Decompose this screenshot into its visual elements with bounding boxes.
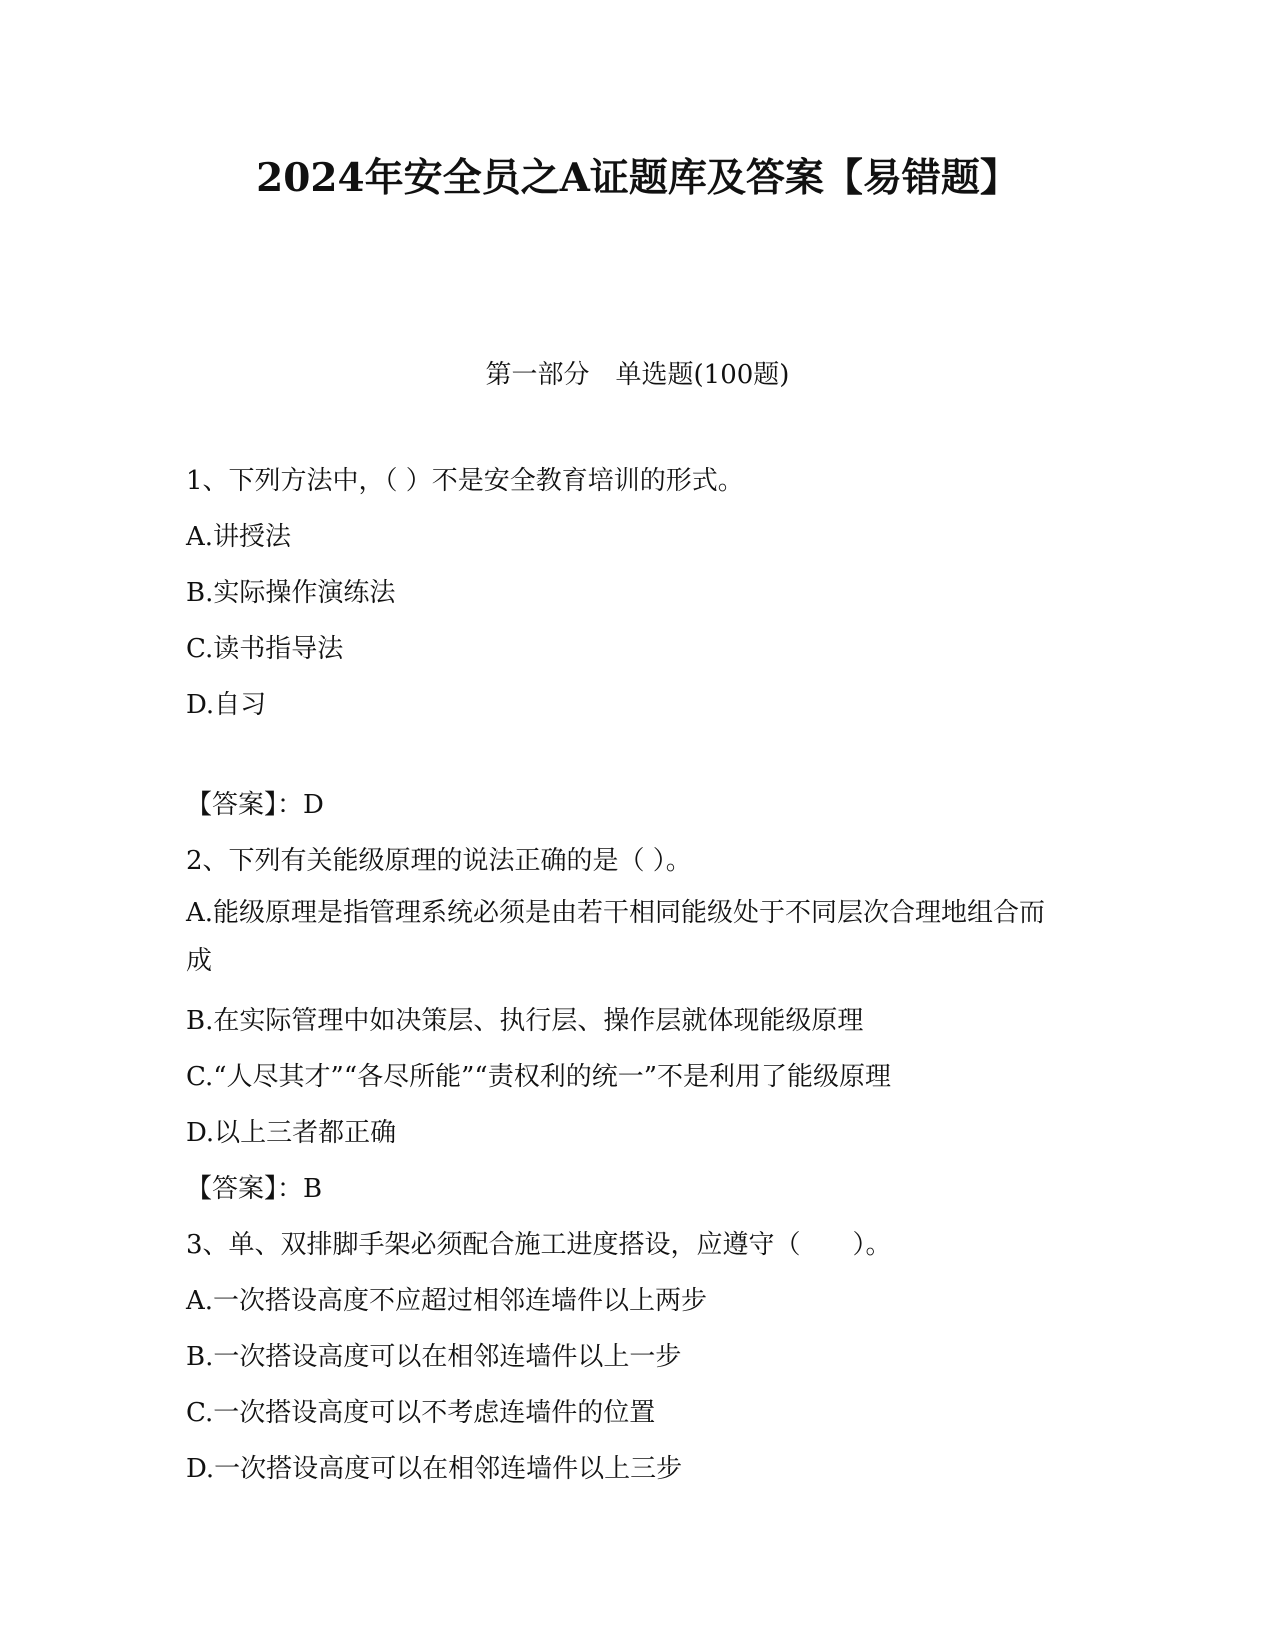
option-c: C.一次搭设高度可以不考虑连墙件的位置 xyxy=(186,1398,656,1428)
option-b: B.实际操作演练法 xyxy=(186,578,396,608)
answer-label: 【答案】：B xyxy=(186,1174,323,1204)
option-d: D.一次搭设高度可以在相邻连墙件以上三步 xyxy=(186,1454,683,1484)
option-a: A.能级原理是指管理系统必须是由若干相同能级处于不同层次合理地组合而成 xyxy=(186,898,1046,976)
question-list xyxy=(186,453,1086,1497)
section-title: 第一部分 单选题(100题) xyxy=(485,360,790,390)
option-c: C.读书指导法 xyxy=(186,634,344,664)
question-stem: 1、下列方法中，（ ）不是安全教育培训的形式。 xyxy=(186,466,744,496)
option-d: D.以上三者都正确 xyxy=(186,1118,397,1148)
question-2 xyxy=(186,833,1086,1217)
spacer xyxy=(186,733,1086,777)
option-a: A.一次搭设高度不应超过相邻连墙件以上两步 xyxy=(186,1286,708,1316)
question-3 xyxy=(186,1217,1086,1497)
question-stem: 3、单、双排脚手架必须配合施工进度搭设，应遵守（ ）。 xyxy=(186,1230,892,1260)
answer-label: 【答案】：D xyxy=(186,790,324,820)
option-b: B.一次搭设高度可以在相邻连墙件以上一步 xyxy=(186,1342,682,1372)
option-d: D.自习 xyxy=(186,690,267,720)
document-title: 2024年安全员之A证题库及答案【易错题】 xyxy=(256,155,1019,201)
question-1 xyxy=(186,453,1086,833)
question-stem: 2、下列有关能级原理的说法正确的是（ ）。 xyxy=(186,846,692,876)
option-a: A.讲授法 xyxy=(186,522,292,552)
option-b: B.在实际管理中如决策层、执行层、操作层就体现能级原理 xyxy=(186,1006,864,1036)
option-c: C.“人尽其才”“各尽所能”“责权利的统一”不是利用了能级原理 xyxy=(186,1062,891,1092)
